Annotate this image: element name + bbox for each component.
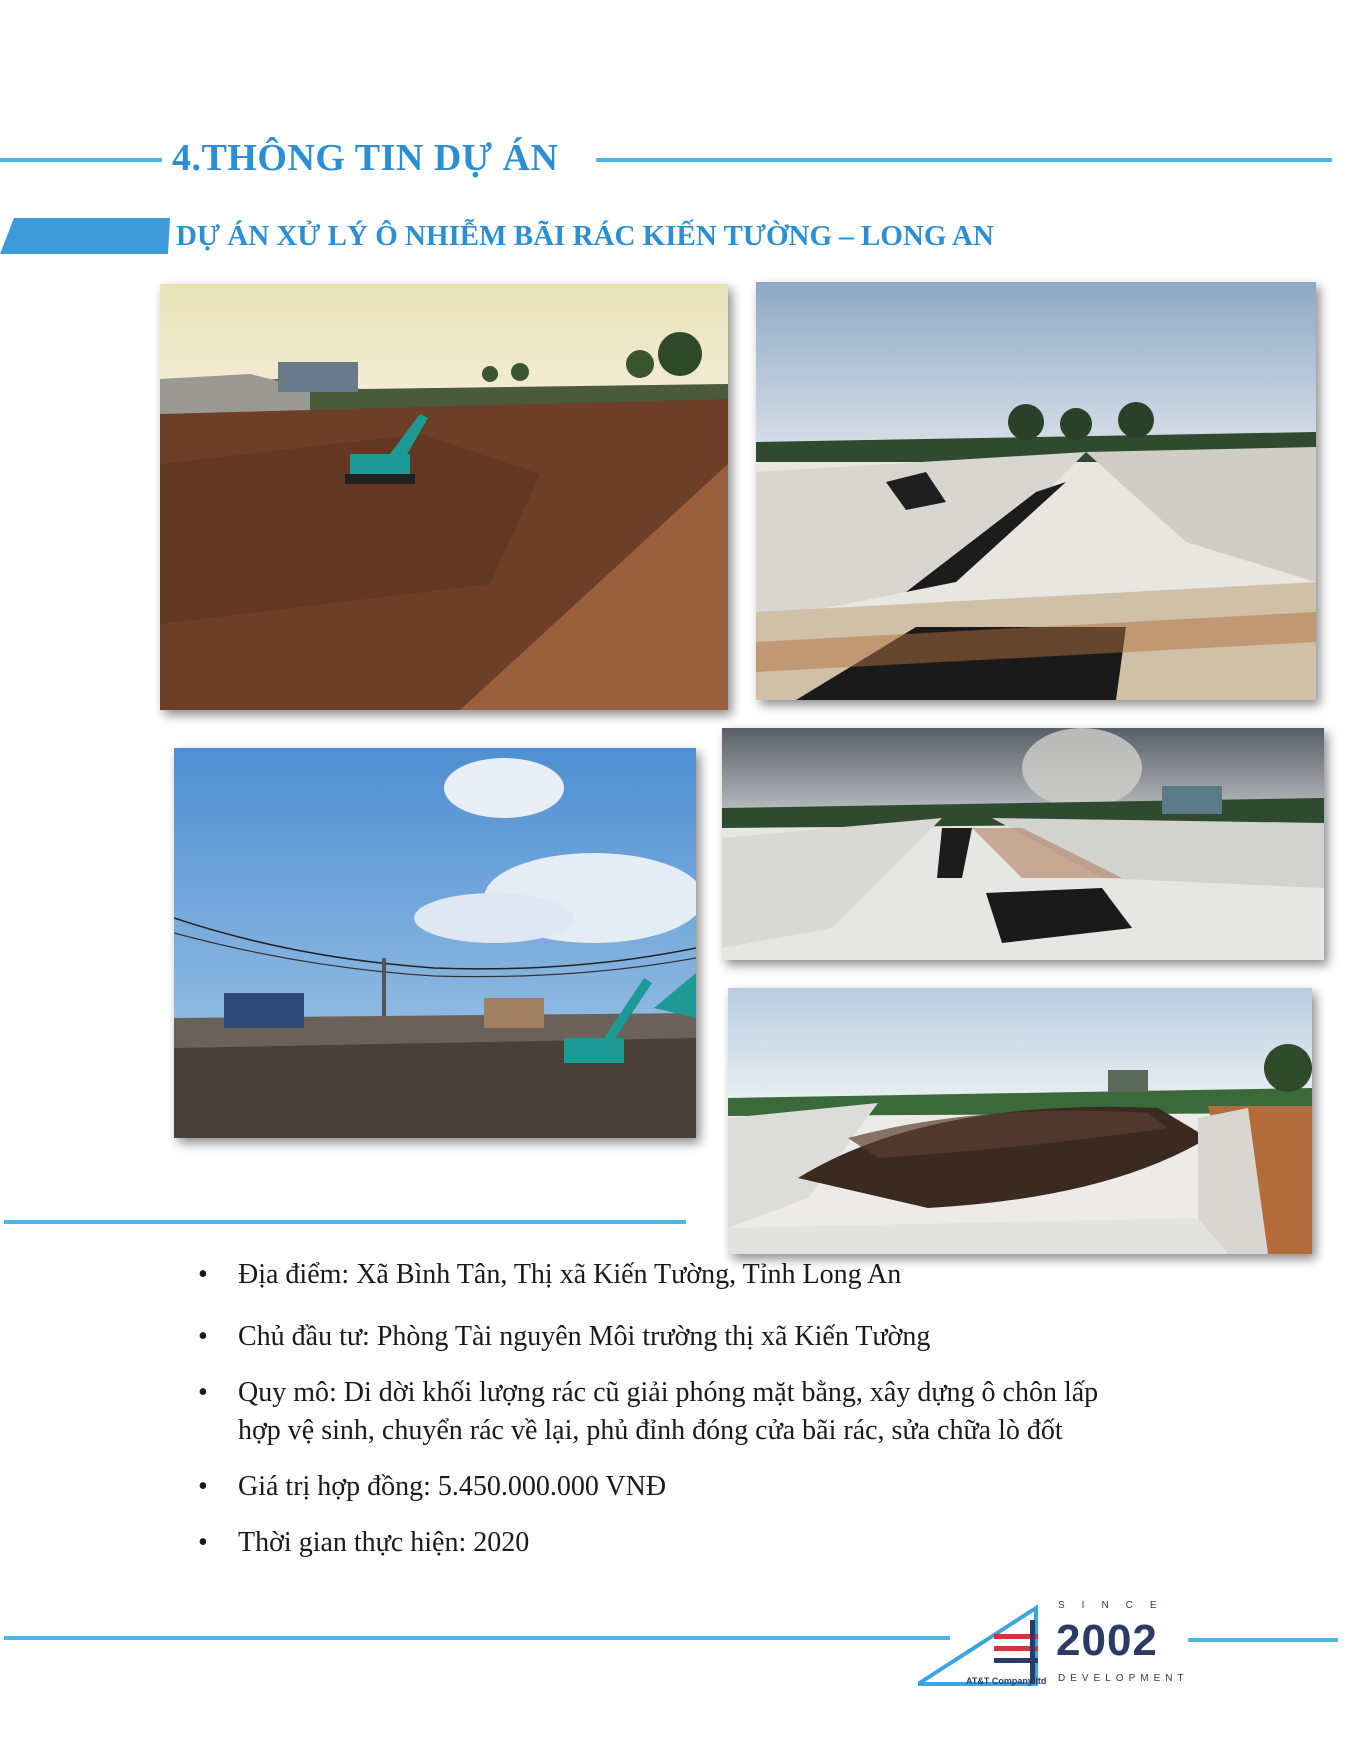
bullet-icon: • — [198, 1527, 208, 1558]
info-location-text: Địa điểm: Xã Bình Tân, Thị xã Kiến Tường, Tỉnh Long An — [238, 1259, 902, 1290]
info-investor-text: Chủ đầu tư: Phòng Tài nguyên Môi trường thị xã Kiến Tường — [238, 1321, 931, 1352]
photo-waste-cell — [728, 988, 1312, 1254]
bullet-icon: • — [198, 1259, 208, 1290]
bullet-icon: • — [198, 1321, 208, 1352]
photo-excavation — [160, 284, 728, 710]
section-title: 4.THÔNG TIN DỰ ÁN — [172, 137, 559, 179]
info-period — [198, 1524, 1238, 1562]
header-rule-right — [596, 158, 1332, 162]
info-scale-line2: hợp vệ sinh, chuyển rác về lại, phủ đỉnh đóng cửa bãi rác, sửa chữa lò đốt — [238, 1415, 1063, 1446]
header-rule-left — [0, 158, 162, 162]
photo-lined-pit — [756, 282, 1316, 700]
bullet-icon: • — [198, 1377, 208, 1408]
logo-year: 2002 — [1056, 1616, 1158, 1665]
photo-lined-pit-wide — [722, 728, 1324, 960]
project-info-list — [198, 1259, 1238, 1580]
footer-rule-left — [4, 1636, 950, 1640]
logo-company: AT&T Company ltd — [966, 1676, 1047, 1686]
info-scale-line1: Quy mô: Di dời khối lượng rác cũ giải phóng mặt bằng, xây dựng ô chôn lấp — [238, 1377, 1099, 1408]
info-contract-value-text: Giá trị hợp đồng: 5.450.000.000 VNĐ — [238, 1471, 667, 1502]
logo-development: DEVELOPMENT — [1058, 1673, 1189, 1684]
project-title: DỰ ÁN XỬ LÝ Ô NHIỄM BÃI RÁC KIẾN TƯỜNG – LONG AN — [176, 220, 994, 252]
logo-since: SINCE — [1058, 1600, 1174, 1611]
photo-trucks — [174, 748, 696, 1138]
info-divider-rule — [4, 1220, 686, 1224]
company-logo — [918, 1600, 1189, 1690]
info-location — [198, 1256, 1238, 1294]
info-period-text: Thời gian thực hiện: 2020 — [238, 1527, 530, 1558]
bullet-icon: • — [198, 1471, 208, 1502]
info-investor — [198, 1318, 1238, 1356]
info-scale — [198, 1374, 1238, 1450]
info-contract-value — [198, 1468, 1238, 1506]
subtitle-bar — [0, 218, 170, 254]
footer-rule-right — [1188, 1638, 1338, 1642]
